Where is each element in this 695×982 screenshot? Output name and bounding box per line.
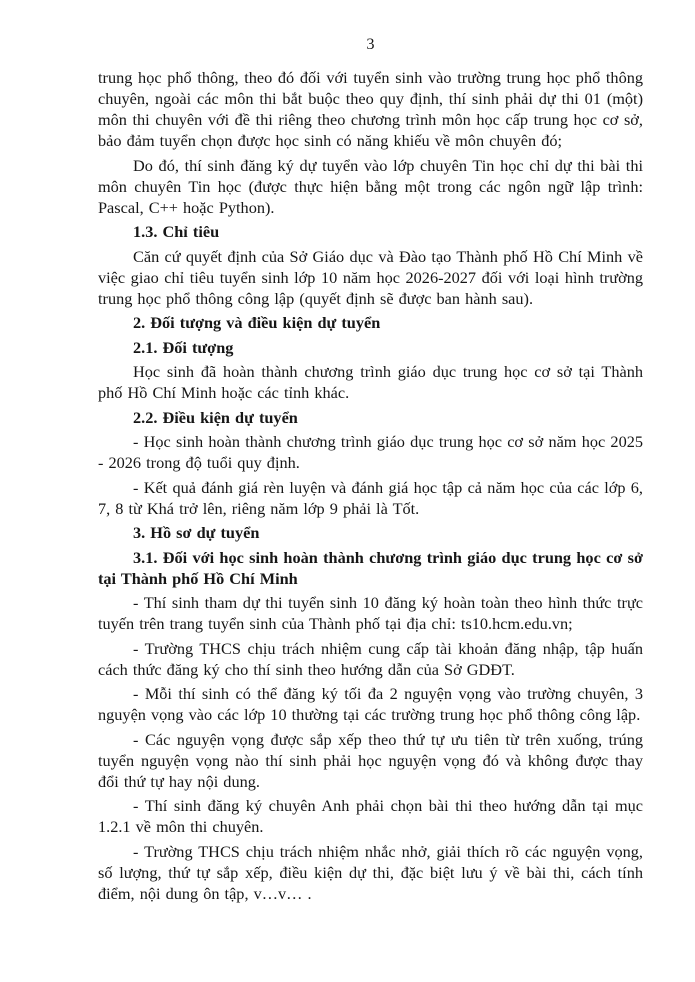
section-heading-1-3: 1.3. Chỉ tiêu [133,222,220,241]
section-heading-2: 2. Đối tượng và điều kiện dự tuyển [133,313,381,332]
paragraph: - Trường THCS chịu trách nhiệm cung cấp tài khoản đăng nhập, tập huấn cách thức đăng ký cho thí sinh theo hướng dẫn của Sở GDĐT. [98,638,643,679]
paragraph: - Học sinh hoàn thành chương trình giáo dục trung học cơ sở năm học 2025 - 2026 trong độ tuổi quy định. [98,432,643,472]
paragraph: - Các nguyện vọng được sắp xếp theo thứ tự ưu tiên từ trên xuống, trúng tuyển nguyện vọng nào thí sinh phải học nguyện vọng đó và không được thay đổi thứ tự hay nội dung. [98,729,643,791]
document-body [98,67,643,904]
paragraph-continuation: trung học phổ thông, theo đó đối với tuyển sinh vào trường trung học phổ thông chuyên, ngoài các môn thi bắt buộc theo quy định, thí sinh phải dự thi 01 (một) môn thi chuyên với đề thi riêng theo chương trình môn học cấp trung học cơ sở, bảo đảm tuyển chọn được học sinh có năng khiếu về môn chuyên đó; [98,68,643,150]
section-heading-3: 3. Hồ sơ dự tuyển [133,523,260,542]
page-number: 3 [366,34,375,53]
paragraph: Học sinh đã hoàn thành chương trình giáo dục trung học cơ sở tại Thành phố Hồ Chí Minh hoặc các tỉnh khác. [98,362,643,402]
section-heading-2-1: 2.1. Đối tượng [133,337,234,357]
paragraph: - Mỗi thí sinh có thể đăng ký tối đa 2 nguyện vọng vào trường chuyên, 3 nguyện vọng vào các lớp 10 thường tại các trường trung học phổ thông công lập. [98,684,643,724]
paragraph: Do đó, thí sinh đăng ký dự tuyển vào lớp chuyên Tin học chỉ dự thi bài thi môn chuyên Tin học (được thực hiện bằng một trong các ngôn ngữ lập trình: Pascal, C++ hoặc Python). [98,155,643,217]
paragraph: - Kết quả đánh giá rèn luyện và đánh giá học tập cả năm học của các lớp 6, 7, 8 từ Khá trở lên, riêng năm lớp 9 phải là Tốt. [98,477,643,518]
section-heading-3-1: 3.1. Đối với học sinh hoàn thành chương trình giáo dục trung học cơ sở tại Thành phố Hồ Chí Minh [98,547,643,588]
paragraph: Căn cứ quyết định của Sở Giáo dục và Đào tạo Thành phố Hồ Chí Minh về việc giao chỉ tiêu tuyển sinh lớp 10 năm học 2026-2027 đối với loại hình trường trung học phổ thông công lập (quyết định sẽ được ban hành sau). [98,246,643,308]
section-heading-2-2: 2.2. Điều kiện dự tuyển [133,407,298,427]
paragraph: - Thí sinh đăng ký chuyên Anh phải chọn bài thi theo hướng dẫn tại mục 1.2.1 về môn thi chuyên. [98,796,643,836]
paragraph: - Trường THCS chịu trách nhiệm nhắc nhở, giải thích rõ các nguyện vọng, số lượng, thứ tự sắp xếp, điều kiện dự thi, đặc biệt lưu ý về bài thi, cách tính điểm, nội dung ôn tập, v…v… . [98,841,643,903]
paragraph: - Thí sinh tham dự thi tuyển sinh 10 đăng ký hoàn toàn theo hình thức trực tuyến trên trang tuyển sinh của Thành phố tại địa chỉ: ts10.hcm.edu.vn; [98,593,643,633]
